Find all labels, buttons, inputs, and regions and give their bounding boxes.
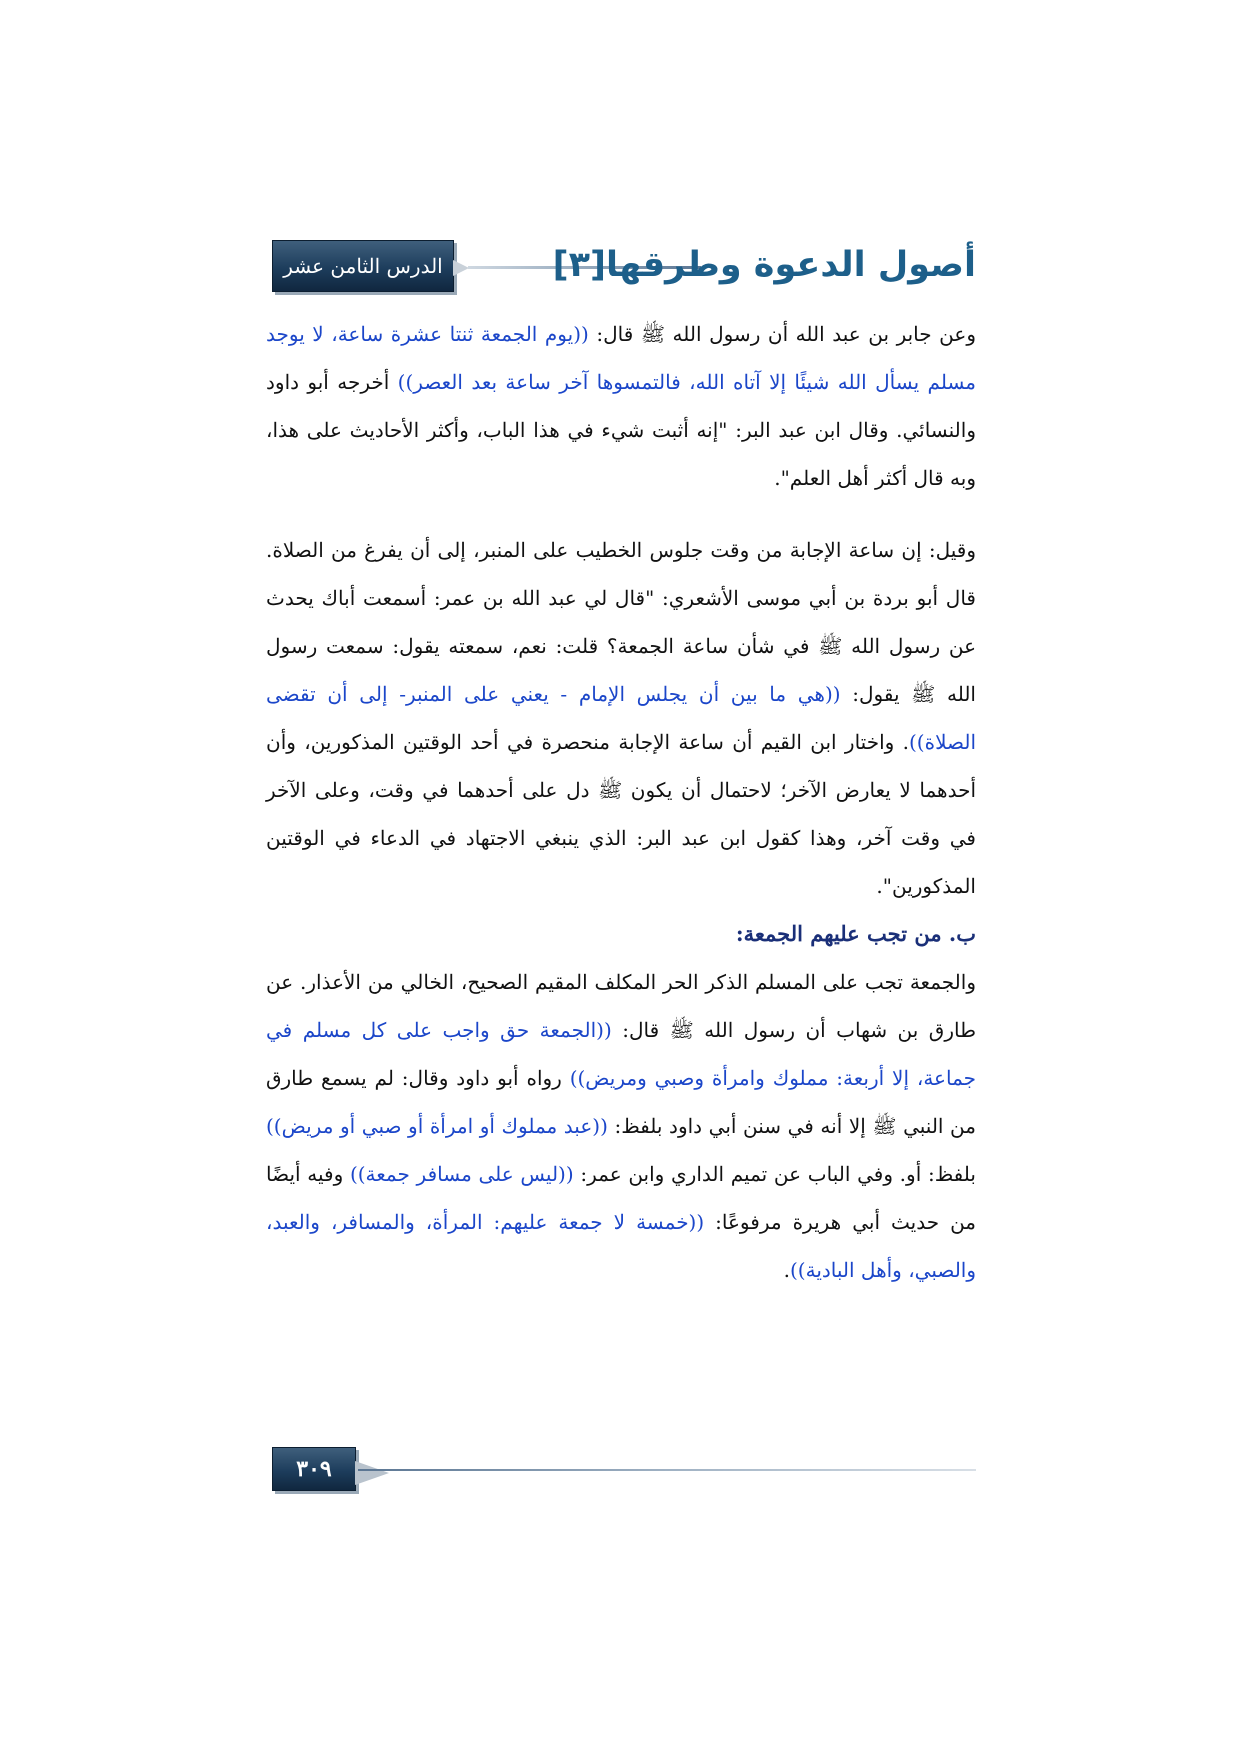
paragraph-text: والجمعة تجب على المسلم الذكر الحر المكلف المقيم الصحيح، الخالي من الأعذار. عن طارق بن شهاب أن رسول الله ﷺ قال: (266, 970, 976, 1042)
paragraph-text: وقيل: إن ساعة الإجابة من وقت جلوس الخطيب على المنبر، إلى أن يفرغ من الصلاة. قال أبو بردة بن أبي موسى الأشعري: "قال لي عبد الله بن عمر: أسمعت أباك يحدث عن رسول الله ﷺ في شأن ساعة الجمعة؟ قلت: نعم، سمعته يقول: سمعت رسول الله ﷺ يقول: (266, 538, 977, 706)
paragraph-text: أخرجه أبو داود والنسائي. وقال ابن عبد البر: "إنه أثبت شيء في هذا الباب، وأكثر الأحاديث على هذا، وبه قال أكثر أهل العلم". (266, 370, 976, 490)
hadith-quote: ((خمسة لا جمعة عليهم: المرأة، والمسافر، والعبد، والصبي، وأهل البادية)) (266, 1210, 976, 1282)
hadith-quote: ((الجمعة حق واجب على كل مسلم في جماعة، إلا أربعة: مملوك وامرأة وصبي ومريض)) (266, 1018, 977, 1090)
paragraph-text: وعن جابر بن عبد الله أن رسول الله ﷺ قال: (588, 322, 976, 346)
paragraph-text: بلفظ: أو. وفي الباب عن تميم الداري وابن عمر: (573, 1162, 976, 1186)
page-body (266, 310, 976, 1294)
paragraph-text: . (783, 1258, 790, 1282)
page-number: ٣٠٩ (272, 1447, 356, 1491)
hadith-quote: ((عبد مملوك أو امرأة أو صبي أو مريض)) (266, 1114, 608, 1138)
lesson-label: الدرس الثامن عشر (272, 240, 454, 292)
paragraph-jabir-hadith (266, 310, 976, 502)
section-heading: ب. من تجب عليهم الجمعة: (735, 921, 976, 946)
hadith-quote: ((ليس على مسافر جمعة)) (349, 1162, 574, 1186)
hadith-quote: ((يوم الجمعة ثنتا عشرة ساعة، لا يوجد مسلم يسأل الله شيئًا إلا آتاه الله، فالتمسوها آخر ساعة بعد العصر)) (266, 322, 976, 394)
paragraph-hour-of-answer (266, 526, 976, 910)
page-header (272, 236, 976, 294)
paragraph-text: . واختار ابن القيم أن ساعة الإجابة منحصرة في أحد الوقتين المذكورين، وأن أحدهما لا يعارض الآخر؛ لاحتمال أن يكون ﷺ دل على أحدهما في وقت، وعلى الآخر في وقت آخر، وهذا كقول ابن عبد البر: الذي ينبغي الاجتهاد في الدعاء في الوقتين المذكورين". (266, 730, 976, 898)
paragraph-text: وفيه أيضًا من حديث أبي هريرة مرفوعًا: (266, 1162, 977, 1234)
paragraph-obligation (266, 958, 976, 1294)
paragraph-text: رواه أبو داود وقال: لم يسمع طارق من النبي ﷺ إلا أنه في سنن أبي داود بلفظ: (266, 1066, 976, 1138)
course-title: أصول الدعوة وطرقها[٣] (552, 245, 976, 285)
footer-divider (358, 1469, 976, 1471)
hadith-quote: ((هي ما بين أن يجلس الإمام - يعني على المنبر- إلى أن تقضى الصلاة)) (266, 682, 976, 754)
footer-wedge-decoration (355, 1461, 389, 1485)
page-footer (272, 1447, 976, 1491)
header-wedge-decoration (453, 260, 469, 276)
